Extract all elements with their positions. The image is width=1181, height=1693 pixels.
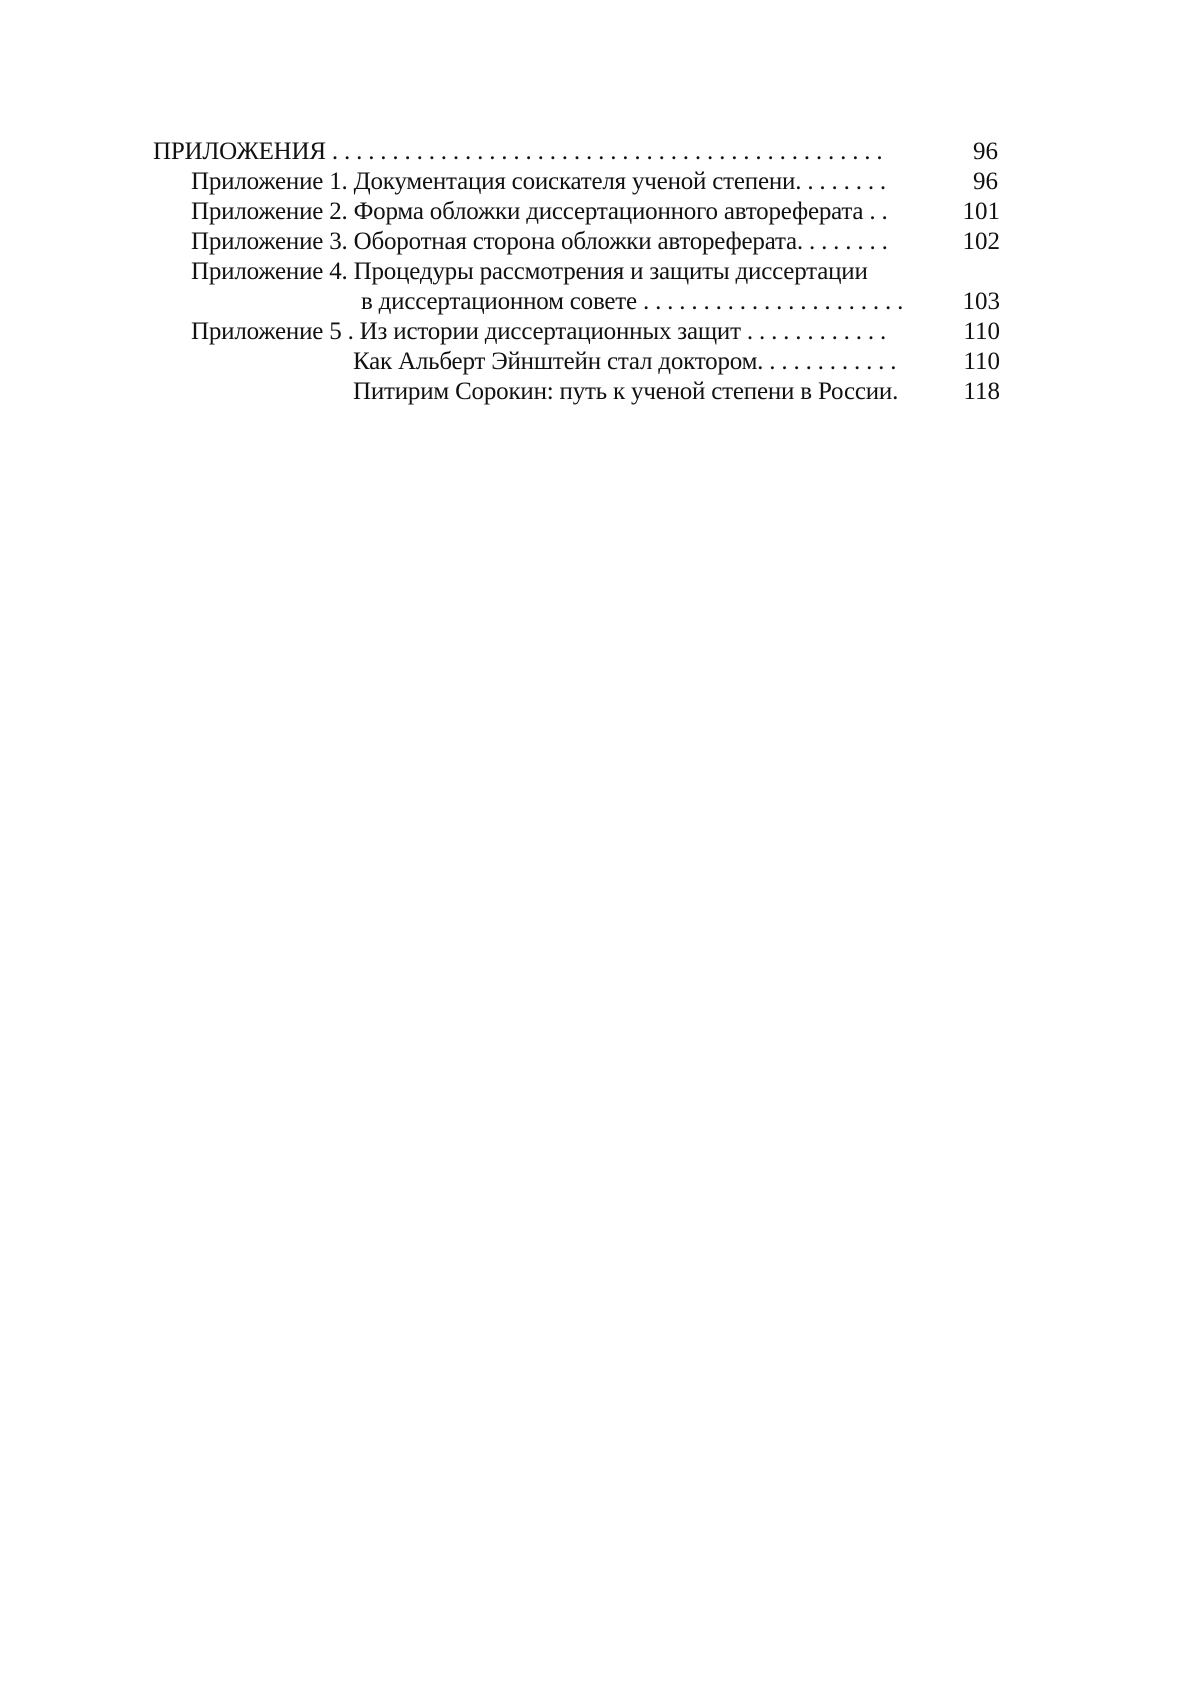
toc-entry-page: 96	[973, 168, 998, 195]
toc-entry-title: ПРИЛОЖЕНИЯ . . . . . . . . . . . . . . . . . . . . . . . . . . . . . . . . . . . . . . . . . . . . . .	[153, 138, 883, 165]
toc-entry-appendix-5	[0, 317, 1181, 347]
toc-entry-title: Приложение 1. Документация соискателя ученой степени. . . . . . . .	[191, 168, 886, 195]
toc-entry-page: 101	[962, 198, 1000, 225]
toc-entry-page: 110	[963, 348, 1000, 375]
toc-entry-appendix-2	[0, 197, 1181, 227]
toc-entry-title: Приложение 4. Процедуры рассмотрения и защиты диссертации	[191, 258, 868, 285]
toc-entry-einstein	[0, 347, 1181, 377]
toc-entry-title: Как Альберт Эйнштейн стал доктором. . . . . . . . . . . .	[353, 348, 897, 375]
toc-entry-sorokin	[0, 377, 1181, 407]
toc-entry-title: Приложение 2. Форма обложки диссертационного автореферата . .	[191, 198, 888, 225]
toc-entry-title: Приложение 5 . Из истории диссертационных защит . . . . . . . . . . . .	[191, 318, 887, 345]
toc-entry-page: 102	[962, 228, 1000, 255]
toc-entry-appendix-4	[0, 257, 1181, 287]
toc-entry-title: в диссертационном совете . . . . . . . . . . . . . . . . . . . . . .	[361, 288, 904, 315]
toc-entry-appendices	[0, 137, 1181, 167]
toc-entry-page: 103	[962, 288, 1000, 315]
toc-entry-page: 96	[973, 138, 998, 165]
toc-entry-appendix-1	[0, 167, 1181, 197]
toc-entry-page: 110	[963, 318, 1000, 345]
toc-entry-appendix-3	[0, 227, 1181, 257]
toc-entry-page: 118	[963, 378, 1000, 405]
toc-entry-title: Питирим Сорокин: путь к ученой степени в России.	[353, 378, 899, 405]
toc-entry-appendix-4-continued	[0, 287, 1181, 317]
toc-entry-title: Приложение 3. Оборотная сторона обложки автореферата. . . . . . . .	[191, 228, 888, 255]
